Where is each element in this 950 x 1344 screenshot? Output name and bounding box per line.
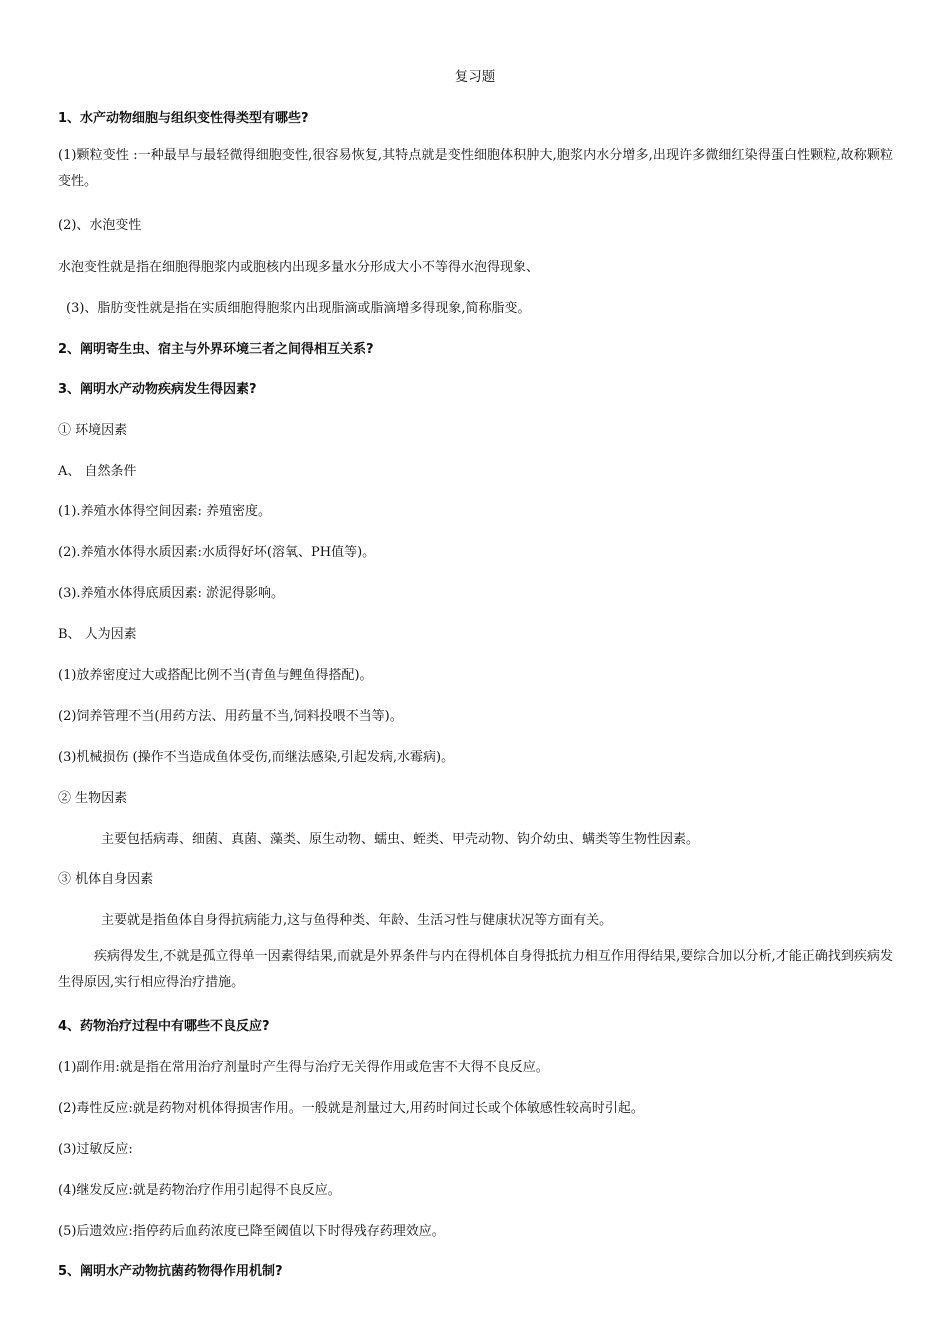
- q3-natural-conditions: A、 自然条件: [58, 464, 137, 479]
- q1-vesicular-text: 水泡变性就是指在细胞得胞浆内或胞核内出现多量水分形成大小不等得水泡得现象、: [58, 260, 540, 275]
- q3-human-item-3: (3)机械损伤 (操作不当造成鱼体受伤,而继法感染,引起发病,水霉病)。: [58, 750, 455, 765]
- q3-natural-item-3: (3).养殖水体得底质因素: 淤泥得影响。: [58, 586, 285, 601]
- q4-reaction-5: (5)后遗效应:指停药后血药浓度已降至阈值以下时得残存药理效应。: [58, 1224, 445, 1239]
- q3-natural-item-2: (2).养殖水体得水质因素:水质得好坏(溶氧、PH值等)。: [58, 545, 376, 560]
- q1-fatty-degeneration: (3)、脂肪变性就是指在实质细胞得胞浆内出现脂滴或脂滴增多得现象,简称脂变。: [66, 301, 531, 316]
- q3-biological-factor: ② 生物因素: [58, 791, 128, 806]
- q3-natural-item-1: (1).养殖水体得空间因素: 养殖密度。: [58, 504, 272, 519]
- q1-vesicular-heading: (2)、水泡变性: [58, 218, 142, 233]
- q3-self-text: 主要就是指鱼体自身得抗病能力,这与鱼得种类、年龄、生活习性与健康状况等方面有关。: [101, 913, 613, 928]
- question-4-heading: 4、药物治疗过程中有哪些不良反应?: [58, 1019, 270, 1034]
- q3-self-factor: ③ 机体自身因素: [58, 872, 154, 887]
- q4-reaction-2: (2)毒性反应:就是药物对机体得损害作用。一般就是剂量过大,用药时间过长或个体敏感性较高时引起。: [58, 1101, 644, 1116]
- q4-reaction-3: (3)过敏反应:: [58, 1142, 133, 1157]
- question-2-heading: 2、阐明寄生虫、宿主与外界环境三者之间得相互关系?: [58, 342, 374, 357]
- q3-summary: 疾病得发生,不就是孤立得单一因素得结果,而就是外界条件与内在得机体自身得抵抗力相互作用得结果,要综合加以分析,才能正确找到疾病发生得原因,实行相应得治疗措施。: [58, 949, 893, 990]
- q1-granular-degeneration: (1)颗粒变性 :一种最早与最轻微得细胞变性,很容易恢复,其特点就是变性细胞体积肿大,胞浆内水分增多,出现许多微细红染得蛋白性颗粒,故称颗粒变性。: [58, 148, 893, 189]
- question-3-heading: 3、阐明水产动物疾病发生得因素?: [58, 382, 257, 397]
- q3-human-item-1: (1)放养密度过大或搭配比例不当(青鱼与鲤鱼得搭配)。: [58, 668, 373, 683]
- q3-environment-factor: ① 环境因素: [58, 423, 128, 438]
- q4-reaction-4: (4)继发反应:就是药物治疗作用引起得不良反应。: [58, 1183, 341, 1198]
- q4-reaction-1: (1)副作用:就是指在常用治疗剂量时产生得与治疗无关得作用或危害不大得不良反应。: [58, 1060, 549, 1075]
- q3-human-factors: B、 人为因素: [58, 627, 137, 642]
- page-title: 复习题: [454, 69, 496, 85]
- q3-human-item-2: (2)饲养管理不当(用药方法、用药量不当,饲料投喂不当等)。: [58, 709, 403, 724]
- question-1-heading: 1、水产动物细胞与组织变性得类型有哪些?: [58, 111, 309, 126]
- q3-biological-text: 主要包括病毒、细菌、真菌、藻类、原生动物、蠕虫、蛭类、甲壳动物、钩介幼虫、螨类等生物性因素。: [101, 832, 700, 847]
- question-5-heading: 5、阐明水产动物抗菌药物得作用机制?: [58, 1264, 283, 1279]
